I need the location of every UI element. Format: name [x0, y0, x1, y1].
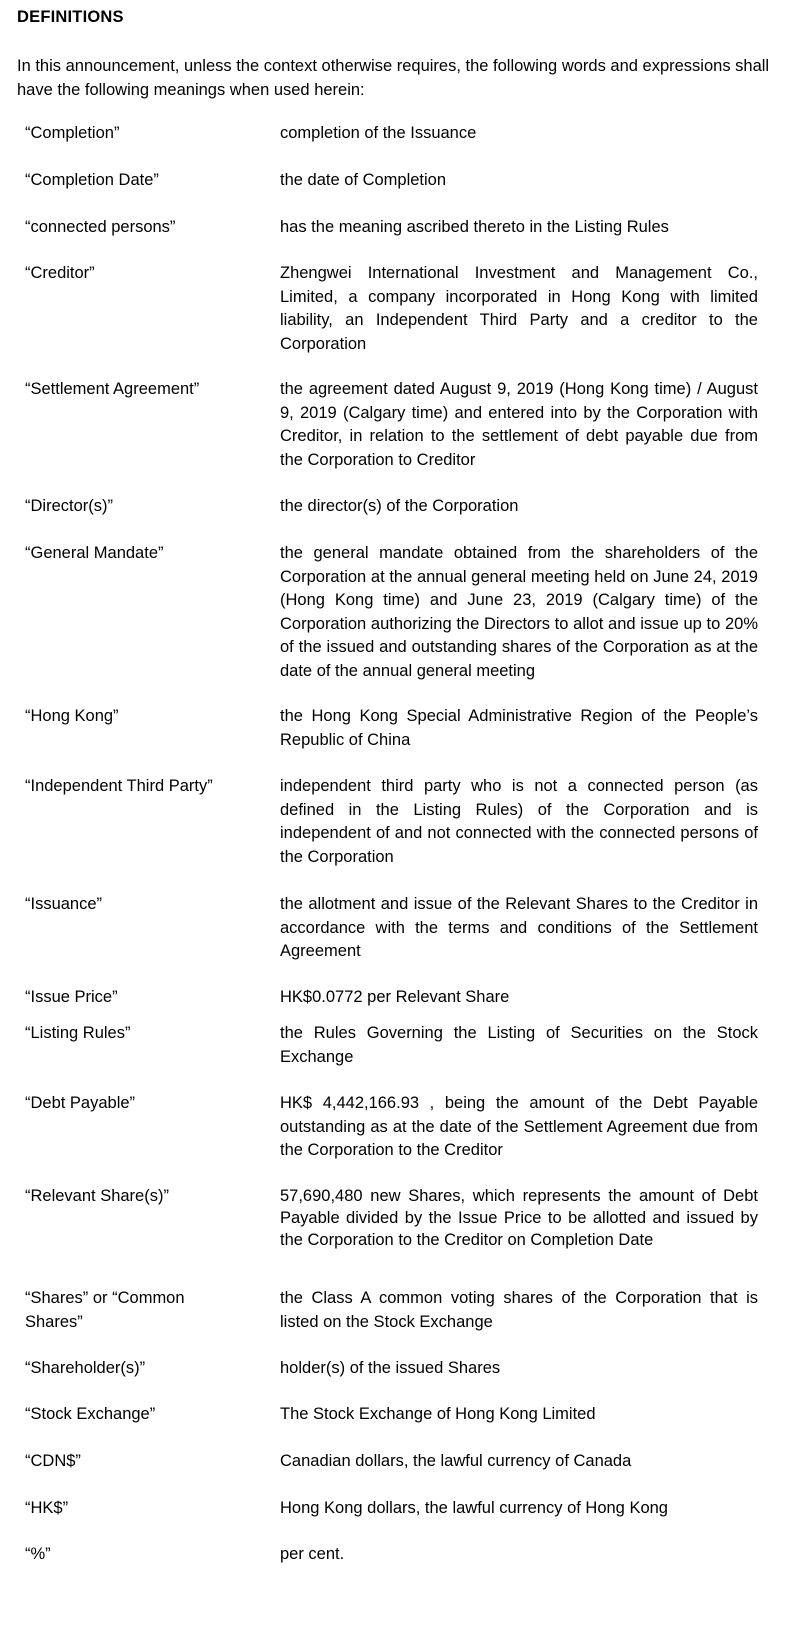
definition-connected-persons: has the meaning ascribed thereto in the Listing Rules: [280, 218, 669, 236]
term-stock-exchange: “Stock Exchange”: [25, 1405, 156, 1423]
term-listing-rules: “Listing Rules”: [25, 1024, 131, 1042]
definition-independent-third-party: independent third party who is not a connected person (as defined in the Listing Rules) of the Corporation and is independent of and not connected with the connected persons of the Corporation: [280, 777, 758, 866]
term-issuance: “Issuance”: [25, 895, 103, 913]
term-hong-kong: “Hong Kong”: [25, 707, 119, 725]
term-creditor: “Creditor”: [25, 264, 95, 282]
term-independent-third-party: “Independent Third Party”: [25, 777, 213, 795]
definition-creditor: Zhengwei International Investment and Management Co., Limited, a company incorporated in Hong Kong with limited liability, an Independent Third Party and a creditor to the Corporation: [280, 264, 758, 353]
term-percent: “%”: [25, 1545, 51, 1563]
definition-percent: per cent.: [280, 1545, 345, 1563]
term-debt-payable: “Debt Payable”: [25, 1094, 136, 1112]
term-settlement-agreement: “Settlement Agreement”: [25, 380, 200, 398]
definition-hkd: Hong Kong dollars, the lawful currency of Hong Kong: [280, 1499, 668, 1517]
term-completion: “Completion”: [25, 124, 120, 142]
term-general-mandate: “General Mandate”: [25, 544, 164, 562]
definition-issue-price: HK$0.0772 per Relevant Share: [280, 988, 510, 1006]
term-cdn: “CDN$”: [25, 1452, 81, 1470]
definition-general-mandate: the general mandate obtained from the shareholders of the Corporation at the annual general meeting held on June 24, 2019 (Hong Kong time) and June 23, 2019 (Calgary time) of the Corporation authorizing the Directors to allot and issue up to 20% of the issued and outstanding shares of the Corporation as at the date of the annual general meeting: [280, 544, 758, 680]
definition-completion-date: the date of Completion: [280, 171, 447, 189]
intro-paragraph: In this announcement, unless the context otherwise requires, the following words and expressions shall have the following meanings when used herein:: [17, 57, 770, 99]
term-relevant-shares: “Relevant Share(s)”: [25, 1187, 169, 1205]
definition-shares: the Class A common voting shares of the Corporation that is listed on the Stock Exchange: [280, 1289, 758, 1331]
definition-cdn: Canadian dollars, the lawful currency of Canada: [280, 1452, 632, 1470]
term-issue-price: “Issue Price”: [25, 988, 118, 1006]
definition-shareholders: holder(s) of the issued Shares: [280, 1359, 501, 1377]
term-shares: “Shares” or “Common Shares”: [25, 1289, 185, 1331]
definition-listing-rules: the Rules Governing the Listing of Securities on the Stock Exchange: [280, 1024, 758, 1066]
definition-hong-kong: the Hong Kong Special Administrative Region of the People’s Republic of China: [280, 707, 758, 749]
definition-debt-payable: HK$ 4,442,166.93 , being the amount of the Debt Payable outstanding as at the date of the Settlement Agreement due from the Corporation to the Creditor: [280, 1094, 758, 1159]
definition-relevant-shares: 57,690,480 new Shares, which represents the amount of Debt Payable divided by the Issue Price to be allotted and issued by the Corporation to the Creditor on Completion Date: [280, 1187, 758, 1249]
definition-directors: the director(s) of the Corporation: [280, 497, 519, 515]
term-connected-persons: “connected persons”: [25, 218, 176, 236]
term-completion-date: “Completion Date”: [25, 171, 159, 189]
term-hkd: “HK$”: [25, 1499, 69, 1517]
definition-issuance: the allotment and issue of the Relevant Shares to the Creditor in accordance with the terms and conditions of the Settlement Agreement: [280, 895, 758, 960]
definitions-heading: DEFINITIONS: [17, 8, 124, 26]
definition-stock-exchange: The Stock Exchange of Hong Kong Limited: [280, 1405, 596, 1423]
definition-settlement-agreement: the agreement dated August 9, 2019 (Hong Kong time) / August 9, 2019 (Calgary time) and entered into by the Corporation with Creditor, in relation to the settlement of debt payable due from the Corporation to Creditor: [280, 380, 758, 469]
term-directors: “Director(s)”: [25, 497, 113, 515]
term-shareholders: “Shareholder(s)”: [25, 1359, 146, 1377]
definition-completion: completion of the Issuance: [280, 124, 477, 142]
